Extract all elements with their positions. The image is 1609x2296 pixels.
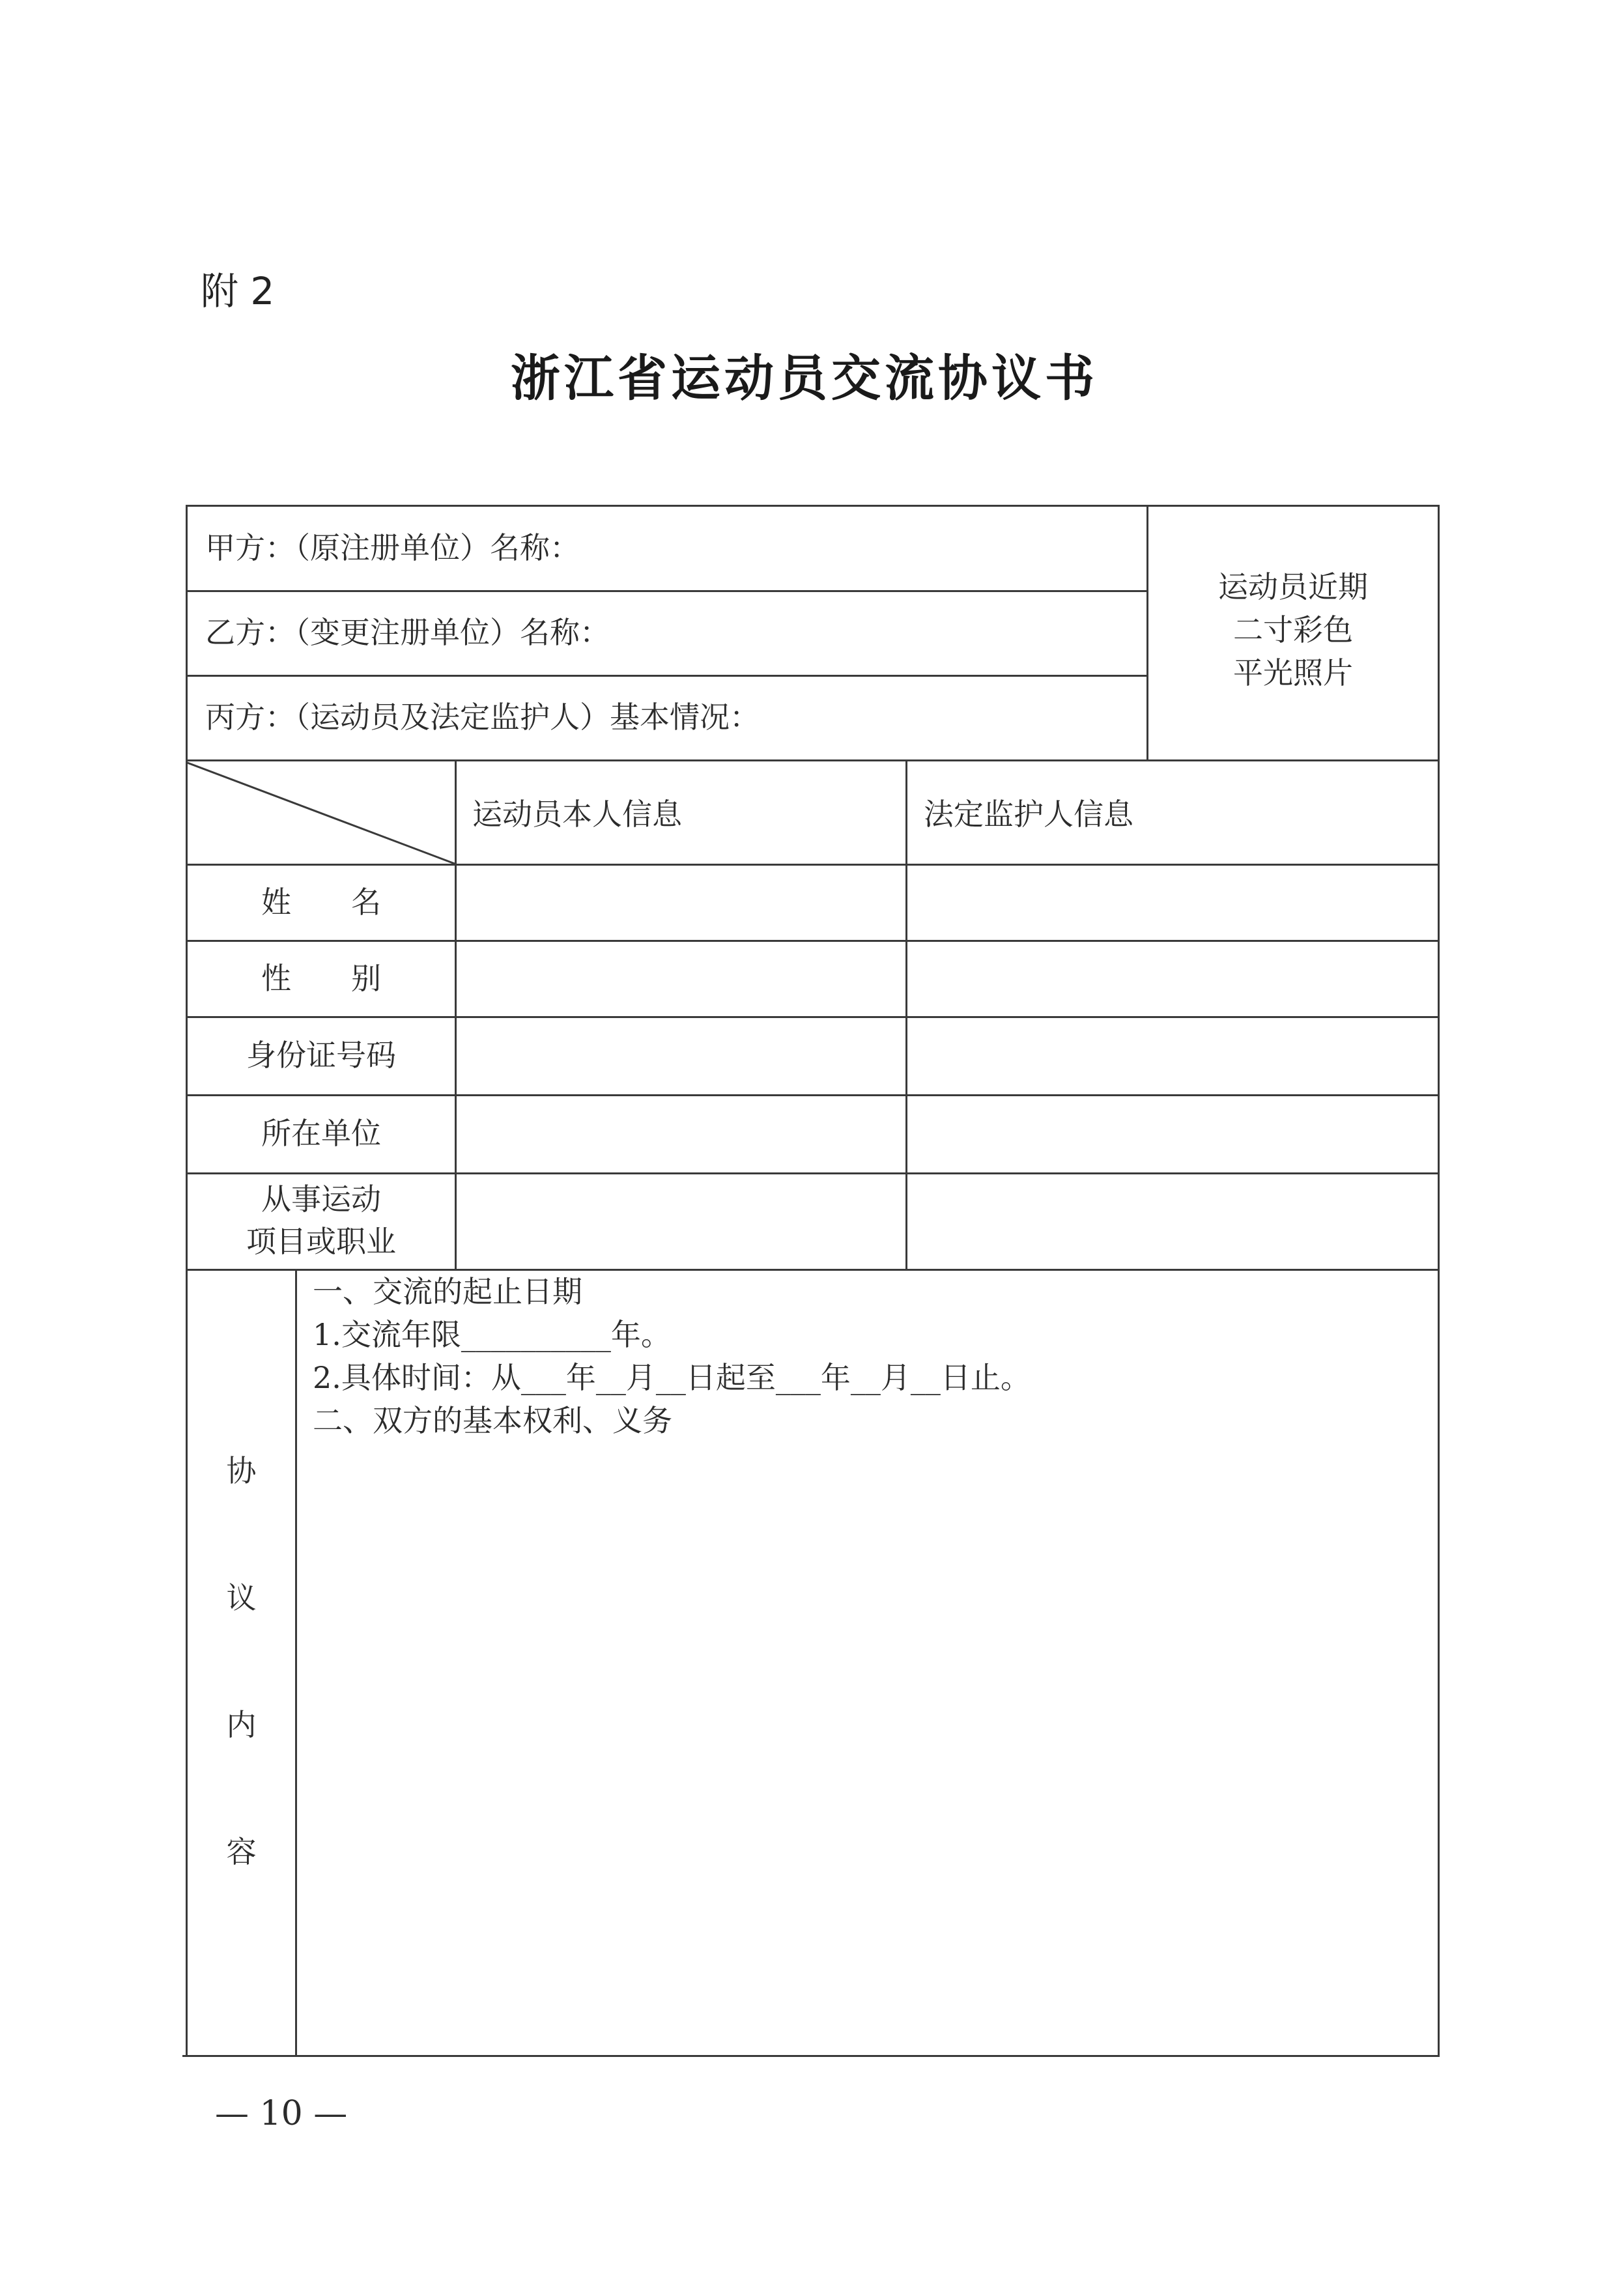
guardian-gender-cell[interactable] xyxy=(907,942,1438,1016)
agreement-side-char-4: 容 xyxy=(226,1834,257,1869)
table-border-top xyxy=(186,505,1440,507)
row-label-name: 姓 名 xyxy=(261,885,381,920)
party-divider-2 xyxy=(186,675,1148,677)
agreement-side-char-1: 协 xyxy=(226,1453,257,1488)
guardian-name-cell[interactable] xyxy=(907,866,1438,940)
attachment-label: 附 2 xyxy=(201,269,275,313)
agreement-line-3: 2.具体时间：从___年__月__日起至___年__月__日止。 xyxy=(313,1360,1031,1395)
table-border-bottom xyxy=(182,2055,1438,2057)
photo-placeholder[interactable] xyxy=(1146,565,1440,694)
photo-caption-line2: 二寸彩色 xyxy=(1233,612,1353,647)
table-border-left xyxy=(186,505,188,2057)
guardian-sport-cell[interactable] xyxy=(907,1174,1438,1269)
page-number: — 10 — xyxy=(215,2094,348,2133)
agreement-line-1: 一、交流的起止日期 xyxy=(313,1274,582,1309)
athlete-id-cell[interactable] xyxy=(457,1018,905,1094)
party-divider-1 xyxy=(186,590,1148,592)
agreement-line-4: 二、双方的基本权利、义务 xyxy=(313,1403,672,1438)
agreement-side-char-3: 内 xyxy=(226,1707,257,1742)
document-title: 浙江省运动员交流协议书 xyxy=(511,349,1098,407)
agreement-side-char-2: 议 xyxy=(226,1580,257,1615)
row-label-id-number: 身份证号码 xyxy=(246,1038,396,1073)
row-label-sport-line1: 从事运动 xyxy=(261,1182,381,1217)
agreement-line-2: 1.交流年限__________年。 xyxy=(313,1317,671,1352)
guardian-employer-cell[interactable] xyxy=(907,1096,1438,1172)
column-header-guardian: 法定监护人信息 xyxy=(924,797,1133,832)
athlete-employer-cell[interactable] xyxy=(457,1096,905,1172)
info-section-bottom xyxy=(186,1269,1440,1271)
row-label-employer: 所在单位 xyxy=(261,1116,381,1151)
photo-caption-line1: 运动员近期 xyxy=(1218,569,1368,604)
row-label-sport-line2: 项目或职业 xyxy=(246,1224,396,1259)
party-c-field[interactable]: 丙方：（运动员及法定监护人）基本情况： xyxy=(205,700,760,735)
athlete-name-cell[interactable] xyxy=(457,866,905,940)
guardian-id-cell[interactable] xyxy=(907,1018,1438,1094)
agreement-label-divider xyxy=(295,1269,297,2057)
header-diagonal-line xyxy=(186,761,456,865)
row-label-gender: 性 别 xyxy=(261,961,381,996)
party-a-field[interactable]: 甲方：（原注册单位）名称： xyxy=(205,530,580,565)
column-header-athlete: 运动员本人信息 xyxy=(472,797,682,832)
party-b-field[interactable]: 乙方：（变更注册单位）名称： xyxy=(205,615,610,650)
athlete-sport-cell[interactable] xyxy=(457,1174,905,1269)
athlete-gender-cell[interactable] xyxy=(457,942,905,1016)
photo-caption-line3: 平光照片 xyxy=(1233,655,1353,690)
table-border-right xyxy=(1438,505,1440,2057)
